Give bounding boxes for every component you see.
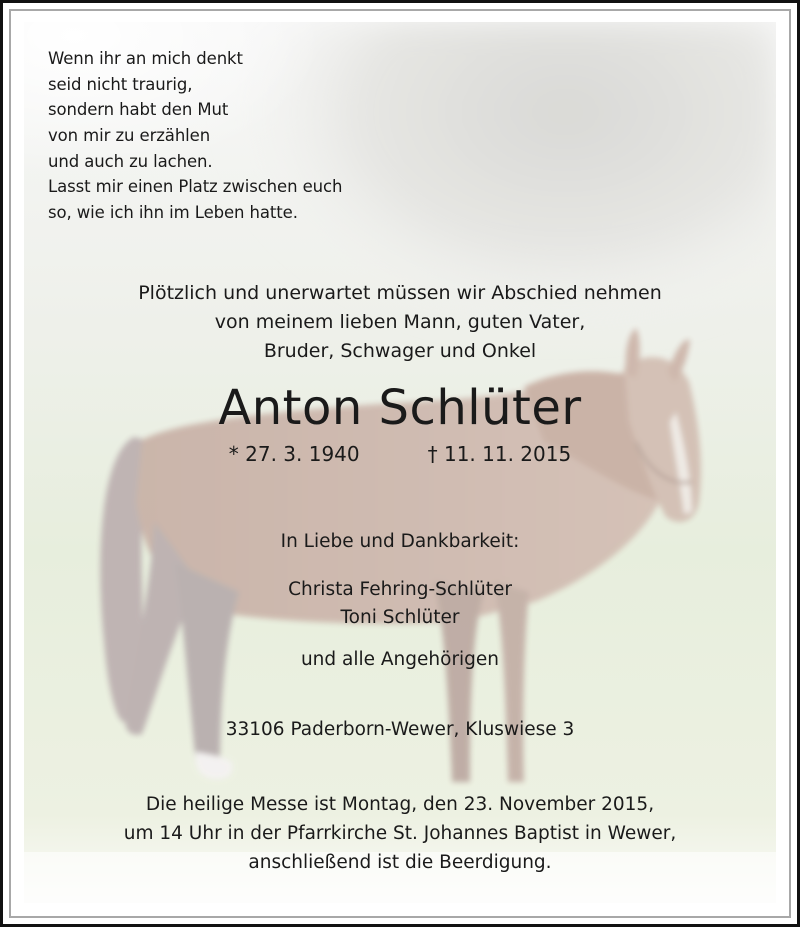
family-address: 33106 Paderborn-Wewer, Kluswiese 3 <box>225 719 575 740</box>
mourners-names <box>0 576 800 632</box>
intro-line: Plötzlich und unerwartet müssen wir Abschied nehmen <box>138 282 662 304</box>
memorial-poem <box>48 46 342 226</box>
service-line: Die heilige Messe ist Montag, den 23. November 2015, <box>145 794 655 815</box>
relatives-line: und alle Angehörigen <box>300 649 500 670</box>
poem-line: Lasst mir einen Platz zwischen euch <box>48 177 343 197</box>
poem-line: seid nicht traurig, <box>48 74 193 94</box>
intro-line: von meinem lieben Mann, guten Vater, <box>214 311 586 333</box>
service-line: um 14 Uhr in der Pfarrkirche St. Johannes Baptist in Wewer, <box>123 823 677 844</box>
poem-line: von mir zu erzählen <box>48 126 211 146</box>
mourner-name: Christa Fehring-Schlüter <box>288 579 512 600</box>
birth-date: * 27. 3. 1940 <box>228 442 360 466</box>
intro-line: Bruder, Schwager und Onkel <box>263 340 537 362</box>
poem-line: so, wie ich ihn im Leben hatte. <box>48 203 298 223</box>
mourners-heading: In Liebe und Dankbarkeit: <box>280 531 520 552</box>
deceased-name: Anton Schlüter <box>218 380 582 436</box>
mourner-name: Toni Schlüter <box>340 607 460 628</box>
life-dates <box>0 440 800 468</box>
poem-line: Wenn ihr an mich denkt <box>48 49 243 68</box>
poem-line: und auch zu lachen. <box>48 151 213 171</box>
announcement-intro <box>0 279 800 366</box>
poem-line: sondern habt den Mut <box>48 100 229 120</box>
service-details <box>0 790 800 877</box>
service-line: anschließend ist die Beerdigung. <box>248 852 552 873</box>
death-date: † 11. 11. 2015 <box>427 442 572 466</box>
